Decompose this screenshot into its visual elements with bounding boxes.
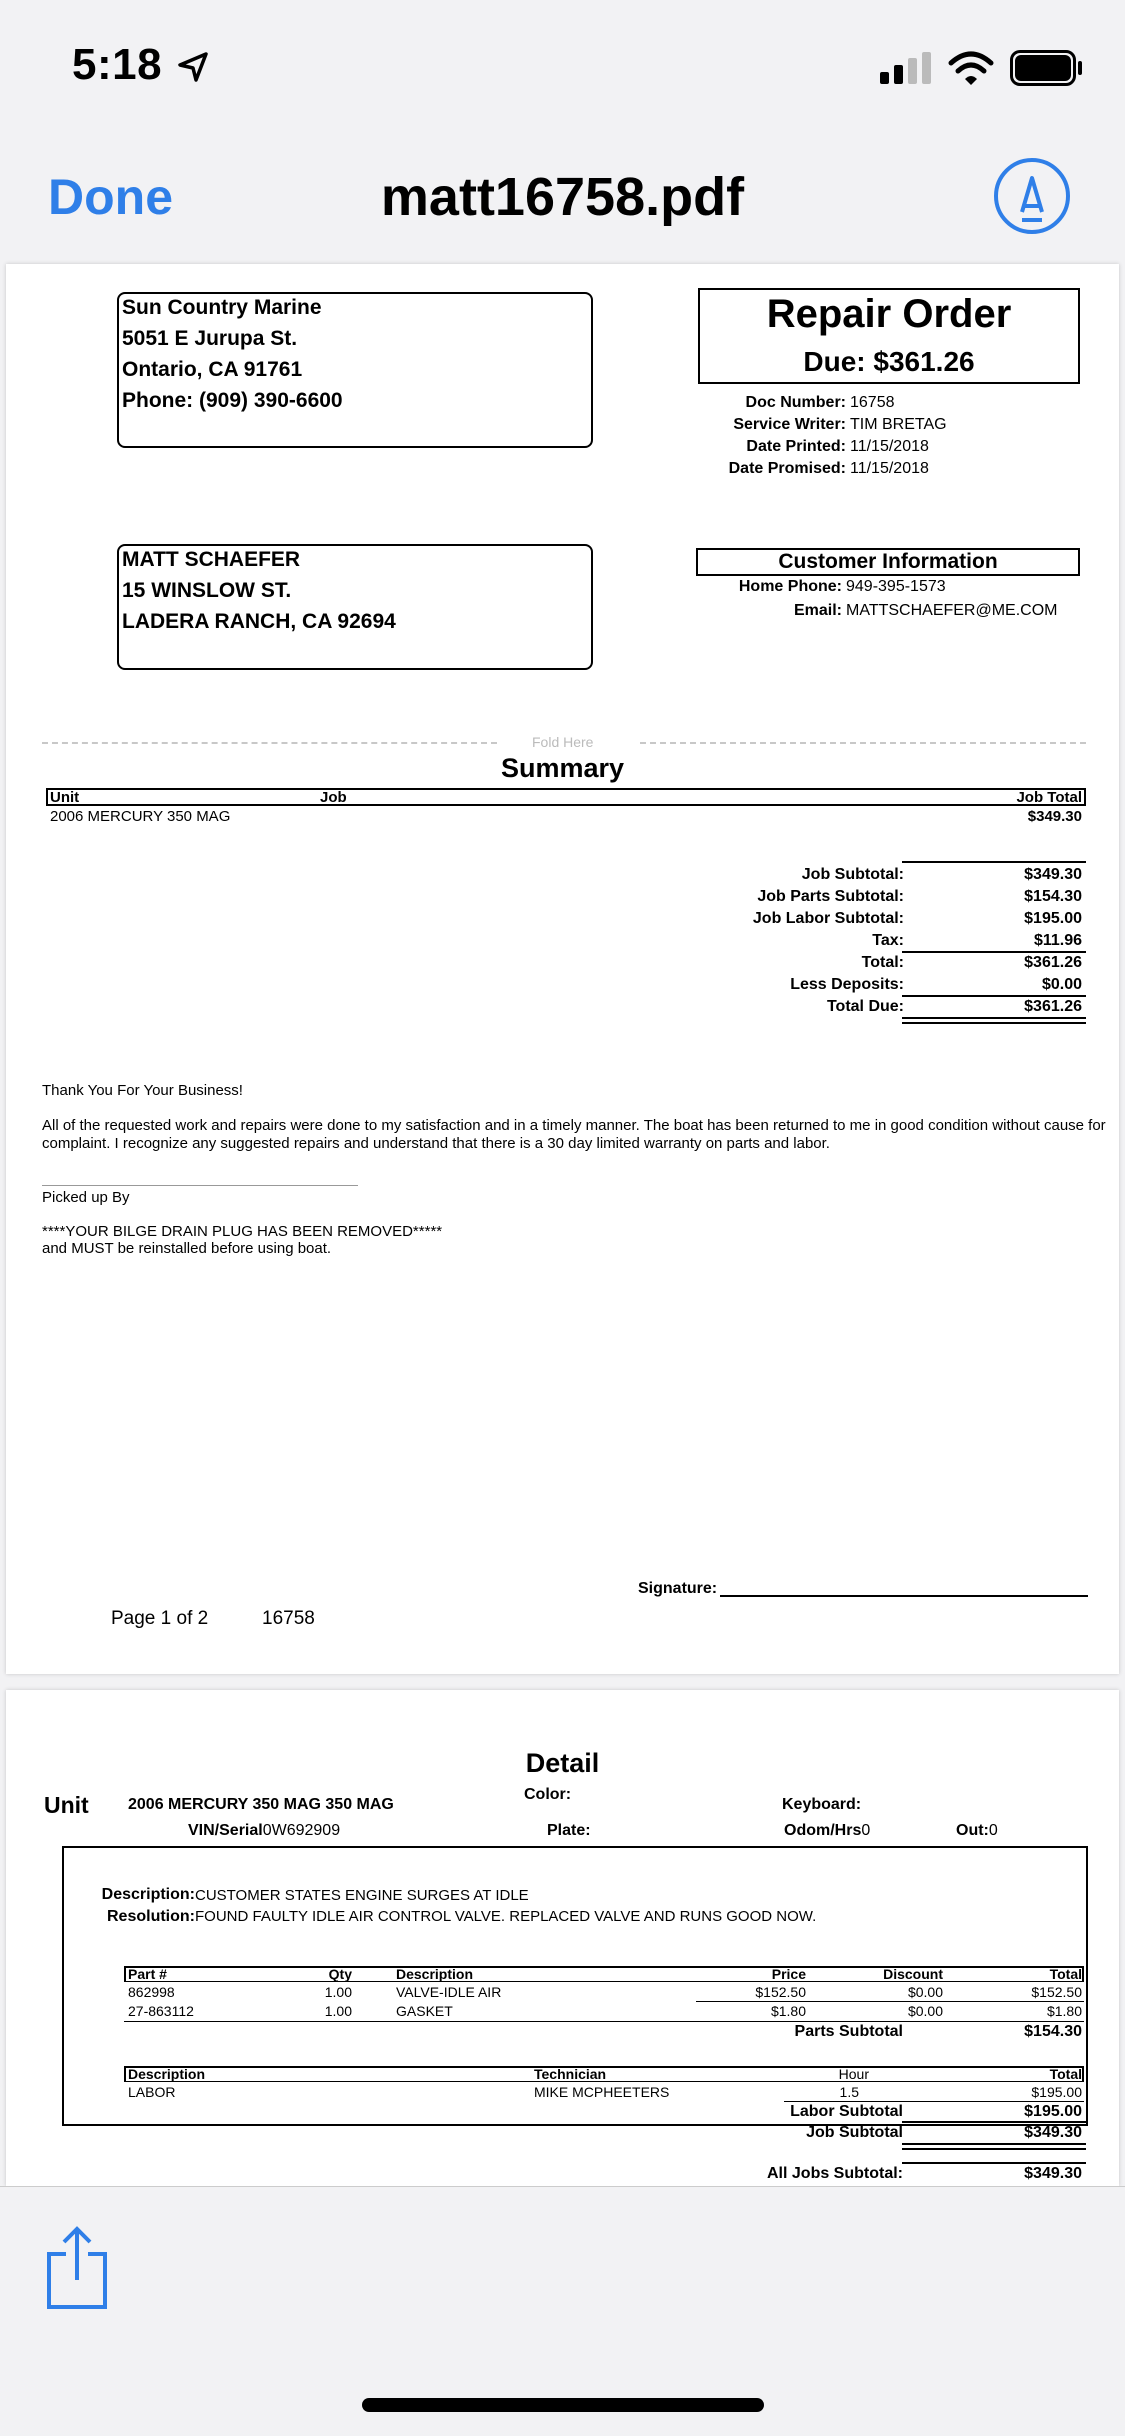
part-price: $1.80 xyxy=(770,2003,806,2019)
parts-col-qty: Qty xyxy=(328,1966,352,1982)
company-street: 5051 E Jurupa St. xyxy=(122,327,298,350)
date-promised: 11/15/2018 xyxy=(850,460,929,477)
share-icon[interactable] xyxy=(46,2226,108,2310)
summary-col-unit: Unit xyxy=(50,789,80,806)
location-arrow-icon xyxy=(176,50,210,84)
pdf-page-2[interactable] xyxy=(6,1690,1119,2186)
totals-label: Job Subtotal: xyxy=(801,866,904,883)
parts-subtotal: $154.30 xyxy=(1024,2023,1082,2040)
parts-col-total: Total xyxy=(1049,1966,1082,1982)
all-jobs-subtotal: $349.30 xyxy=(1024,2165,1082,2182)
resolution-label: Resolution: xyxy=(107,1908,195,1925)
totals-value: $361.26 xyxy=(1024,998,1082,1015)
signature-label: Signature: xyxy=(638,1580,718,1597)
labor-col-total: Total xyxy=(1049,2066,1082,2082)
part-description: GASKET xyxy=(396,2003,453,2019)
description-label: Description: xyxy=(101,1886,195,1903)
vin-label: VIN/Serial xyxy=(188,1822,263,1839)
out-value: 0 xyxy=(988,1822,998,1839)
email-label: Email: xyxy=(793,602,842,619)
markup-pen-icon[interactable] xyxy=(994,158,1070,234)
total-due-rule-1 xyxy=(902,1017,1086,1019)
labor-technician: MIKE MCPHEETERS xyxy=(534,2084,670,2100)
summary-title: Summary xyxy=(500,753,625,783)
job-subtotal: $349.30 xyxy=(1024,2124,1082,2141)
doc-number-label: Doc Number: xyxy=(745,394,846,411)
company-city: Ontario, CA 91761 xyxy=(122,358,303,381)
home-phone: 949-395-1573 xyxy=(846,578,946,595)
all-jobs-subtotal-label: All Jobs Subtotal: xyxy=(767,2165,903,2182)
part-description: VALVE-IDLE AIR xyxy=(396,1984,502,2000)
color-label: Color: xyxy=(524,1786,572,1803)
date-printed-label: Date Printed: xyxy=(746,438,846,455)
signal-icon xyxy=(880,52,932,84)
parts-col-part: Part # xyxy=(128,1966,167,1982)
wifi-icon xyxy=(948,50,994,86)
totals-value: $0.00 xyxy=(1041,976,1082,993)
fold-line-left xyxy=(42,742,497,744)
page-number: Page 1 of 2 xyxy=(111,1608,209,1629)
job-subtotal-rule-2 xyxy=(902,2148,1086,2150)
summary-col-total: Job Total xyxy=(1016,789,1082,806)
done-button[interactable]: Done xyxy=(48,169,173,225)
totals-label: Job Parts Subtotal: xyxy=(757,888,904,905)
customer-info-title: Customer Information xyxy=(778,550,998,573)
labor-row-rule xyxy=(784,2101,1084,2102)
part-number: 27-863112 xyxy=(128,2003,194,2019)
unit-label: Unit xyxy=(44,1792,89,1818)
odom-row xyxy=(784,1822,870,1840)
home-phone-label: Home Phone: xyxy=(738,578,842,595)
customer-street: 15 WINSLOW ST. xyxy=(122,579,292,602)
totals-value: $154.30 xyxy=(1024,888,1082,905)
odom-label: Odom/Hrs xyxy=(784,1822,862,1839)
labor-description: LABOR xyxy=(128,2084,176,2100)
bilge-warning-1: ****YOUR BILGE DRAIN PLUG HAS BEEN REMOVED***** xyxy=(42,1223,443,1240)
amount-due: Due: $361.26 xyxy=(803,346,975,377)
picked-up-rule xyxy=(42,1185,358,1186)
labor-hours: 1.5 xyxy=(839,2084,859,2100)
labor-subtotal-rule xyxy=(902,2121,1086,2123)
fold-line-right xyxy=(640,742,1086,744)
total-due-rule-2 xyxy=(902,1022,1086,1024)
doc-number: 16758 xyxy=(850,394,895,411)
part-qty: 1.00 xyxy=(324,1984,352,2000)
terms-line-2: complaint. I recognize any suggested repairs and understand that there is a 30 day limited warranty on parts and labor. xyxy=(42,1135,830,1152)
parts-col-desc: Description xyxy=(396,1966,474,1982)
signature-line[interactable] xyxy=(720,1595,1088,1597)
vin-row xyxy=(188,1822,340,1840)
totals-value: $11.96 xyxy=(1033,932,1082,949)
bilge-warning-2: and MUST be reinstalled before using boat. xyxy=(42,1240,332,1257)
part-qty: 1.00 xyxy=(324,2003,352,2019)
service-writer-label: Service Writer: xyxy=(733,416,846,433)
date-promised-label: Date Promised: xyxy=(728,460,846,477)
pdf-page-1[interactable] xyxy=(6,264,1119,1674)
plate-label: Plate: xyxy=(547,1822,591,1839)
all-jobs-rule xyxy=(902,2162,1086,2164)
customer-city: LADERA RANCH, CA 92694 xyxy=(122,610,396,633)
out-label: Out: xyxy=(956,1822,989,1839)
summary-header xyxy=(46,788,1086,806)
picked-up-label: Picked up By xyxy=(42,1189,130,1206)
unit-value: 2006 MERCURY 350 MAG 350 MAG xyxy=(128,1796,394,1813)
odom-value: 0 xyxy=(861,1822,871,1839)
terms-line-1: All of the requested work and repairs were done to my satisfaction and in a timely manner. The boat has been returned to me in good condition without cause for xyxy=(42,1117,1106,1134)
company-name: Sun Country Marine xyxy=(122,296,322,319)
part-discount: $0.00 xyxy=(907,1984,943,2000)
battery-icon xyxy=(1010,50,1082,86)
description-value: CUSTOMER STATES ENGINE SURGES AT IDLE xyxy=(195,1887,529,1904)
summary-job-total: $349.30 xyxy=(1027,808,1082,825)
summary-col-job: Job xyxy=(320,789,347,806)
vin-value: 0W692909 xyxy=(262,1822,341,1839)
totals-value: $195.00 xyxy=(1024,910,1082,927)
customer-name: MATT SCHAEFER xyxy=(122,548,301,571)
service-writer: TIM BRETAG xyxy=(850,416,947,433)
labor-col-tech: Technician xyxy=(534,2066,607,2082)
parts-bottom-rule xyxy=(124,2021,1084,2022)
part-discount: $0.00 xyxy=(907,2003,943,2019)
part-total: $1.80 xyxy=(1046,2003,1082,2019)
tax-rule xyxy=(902,951,1086,953)
part-price: $152.50 xyxy=(755,1984,806,2000)
fold-here-label: Fold Here xyxy=(532,734,594,750)
labor-total: $195.00 xyxy=(1031,2084,1082,2100)
parts-col-price: Price xyxy=(771,1966,806,1982)
totals-label: Tax: xyxy=(872,932,904,949)
resolution-value: FOUND FAULTY IDLE AIR CONTROL VALVE. REPLACED VALVE AND RUNS GOOD NOW. xyxy=(195,1908,817,1925)
company-phone: Phone: (909) 390-6600 xyxy=(122,389,343,412)
home-indicator[interactable] xyxy=(362,2398,764,2412)
labor-col-hour: Hour xyxy=(838,2066,869,2082)
email: MATTSCHAEFER@ME.COM xyxy=(846,602,1058,619)
labor-subtotal-label: Labor Subtotal xyxy=(790,2103,903,2120)
date-printed: 11/15/2018 xyxy=(850,438,929,455)
parts-subtotal-label: Parts Subtotal xyxy=(794,2023,903,2040)
summary-unit: 2006 MERCURY 350 MAG xyxy=(50,808,231,825)
parts-row-rule xyxy=(696,2001,1084,2002)
totals-value: $349.30 xyxy=(1024,866,1082,883)
deposit-rule xyxy=(902,995,1086,997)
totals-label: Less Deposits: xyxy=(790,976,904,993)
page-doc-number: 16758 xyxy=(262,1608,315,1629)
totals-label: Total: xyxy=(861,954,904,971)
labor-subtotal: $195.00 xyxy=(1024,2103,1082,2120)
document-title: matt16758.pdf xyxy=(380,167,745,227)
part-total: $152.50 xyxy=(1031,1984,1082,2000)
parts-col-discount: Discount xyxy=(883,1966,943,1982)
totals-value: $361.26 xyxy=(1024,954,1082,971)
part-number: 862998 xyxy=(128,1984,175,2000)
totals-label: Total Due: xyxy=(826,998,904,1015)
job-subtotal-rule-1 xyxy=(902,2143,1086,2145)
totals-label: Job Labor Subtotal: xyxy=(752,910,904,927)
detail-title: Detail xyxy=(525,1748,600,1778)
repair-order-title: Repair Order xyxy=(766,292,1012,336)
status-time: 5:18 xyxy=(72,40,163,89)
out-row xyxy=(956,1822,998,1840)
totals-top-rule xyxy=(902,861,1086,863)
thank-you-text: Thank You For Your Business! xyxy=(42,1082,243,1099)
job-subtotal-label: Job Subtotal xyxy=(806,2124,903,2141)
keyboard-label: Keyboard: xyxy=(782,1796,862,1813)
labor-col-desc: Description xyxy=(128,2066,206,2082)
